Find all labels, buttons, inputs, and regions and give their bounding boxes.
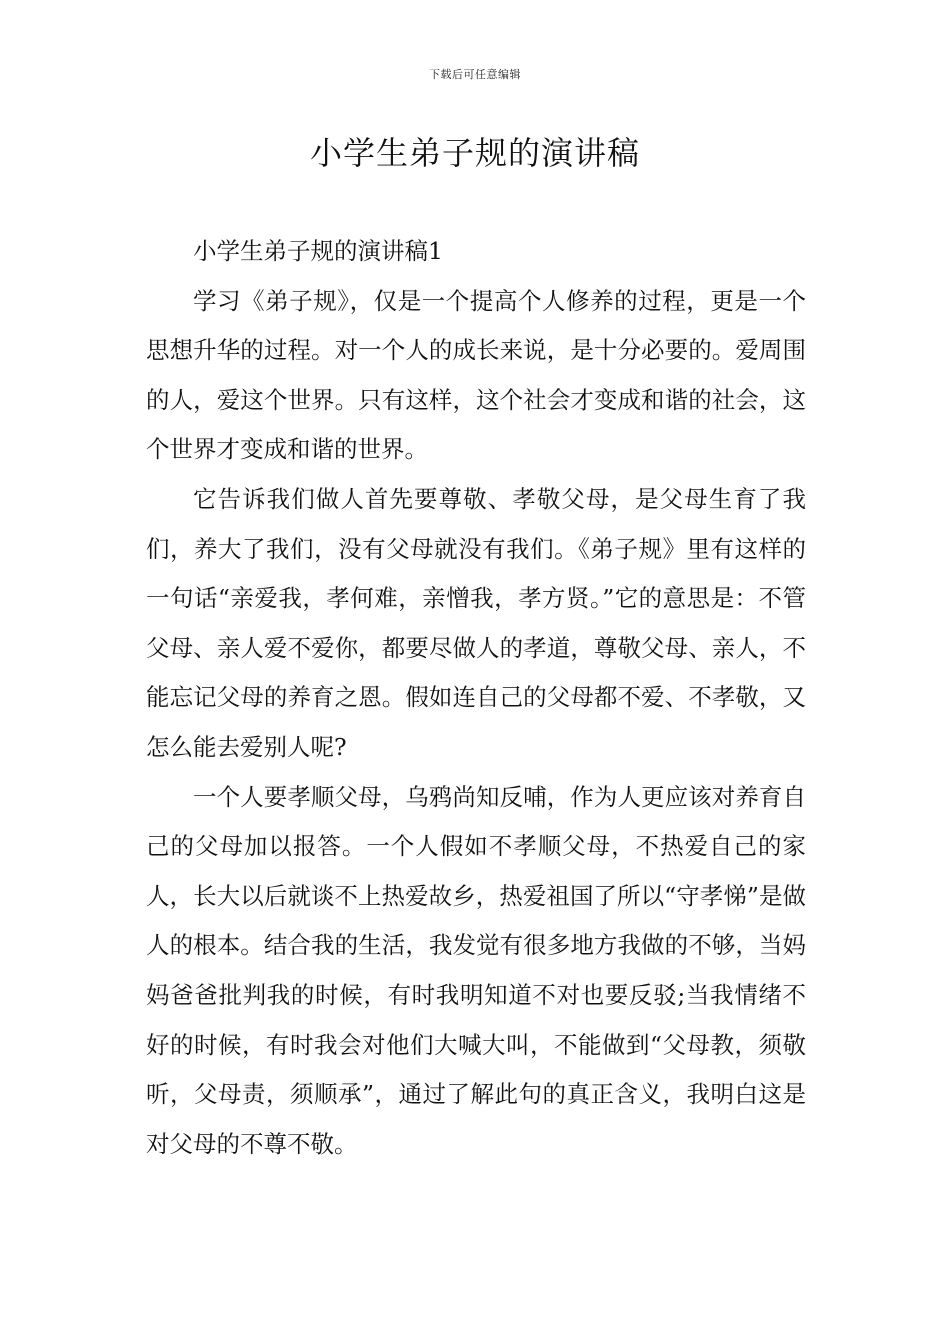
- header-note: 下载后可任意编辑: [429, 68, 521, 81]
- document-title: 小学生弟子规的演讲稿: [309, 134, 640, 172]
- body-paragraph-3: 一个人要孝顺父母，乌鸦尚知反哺，作为人更应该对养育自己的父母加以报答。一个人假如不孝顺父母，不热爱自己的家人，长大以后就谈不上热爱故乡，热爱祖国了所以“守孝悌”是做人的根本。结合我的生活，我发觉有很多地方我做的不够，当妈妈爸爸批判我的时候，有时我明知道不对也要反驳;当我情绪不好的时候，有时我会对他们大喊大叫，不能做到“父母教，须敬听，父母责，须顺承”，通过了解此句的真正含义，我明白这是对父母的不尊不敬。: [146, 782, 806, 1158]
- body-paragraph-2: 它告诉我们做人首先要尊敬、孝敬父母，是父母生育了我们，养大了我们，没有父母就没有我们。《弟子规》里有这样的一句话“亲爱我，孝何难，亲憎我，孝方贤。”它的意思是：不管父母、亲人爱不爱你，都要尽做人的孝道，尊敬父母、亲人，不能忘记父母的养育之恩。假如连自己的父母都不爱、不孝敬，又怎么能去爱别人呢?: [146, 484, 806, 761]
- document-body: [146, 227, 806, 1169]
- body-paragraph-1: 学习《弟子规》，仅是一个提高个人修养的过程，更是一个思想升华的过程。对一个人的成长来说，是十分必要的。爱周围的人，爱这个世界。只有这样，这个社会才变成和谐的社会，这个世界才变成和谐的世界。: [146, 286, 806, 464]
- section-heading: 小学生弟子规的演讲稿1: [193, 237, 443, 265]
